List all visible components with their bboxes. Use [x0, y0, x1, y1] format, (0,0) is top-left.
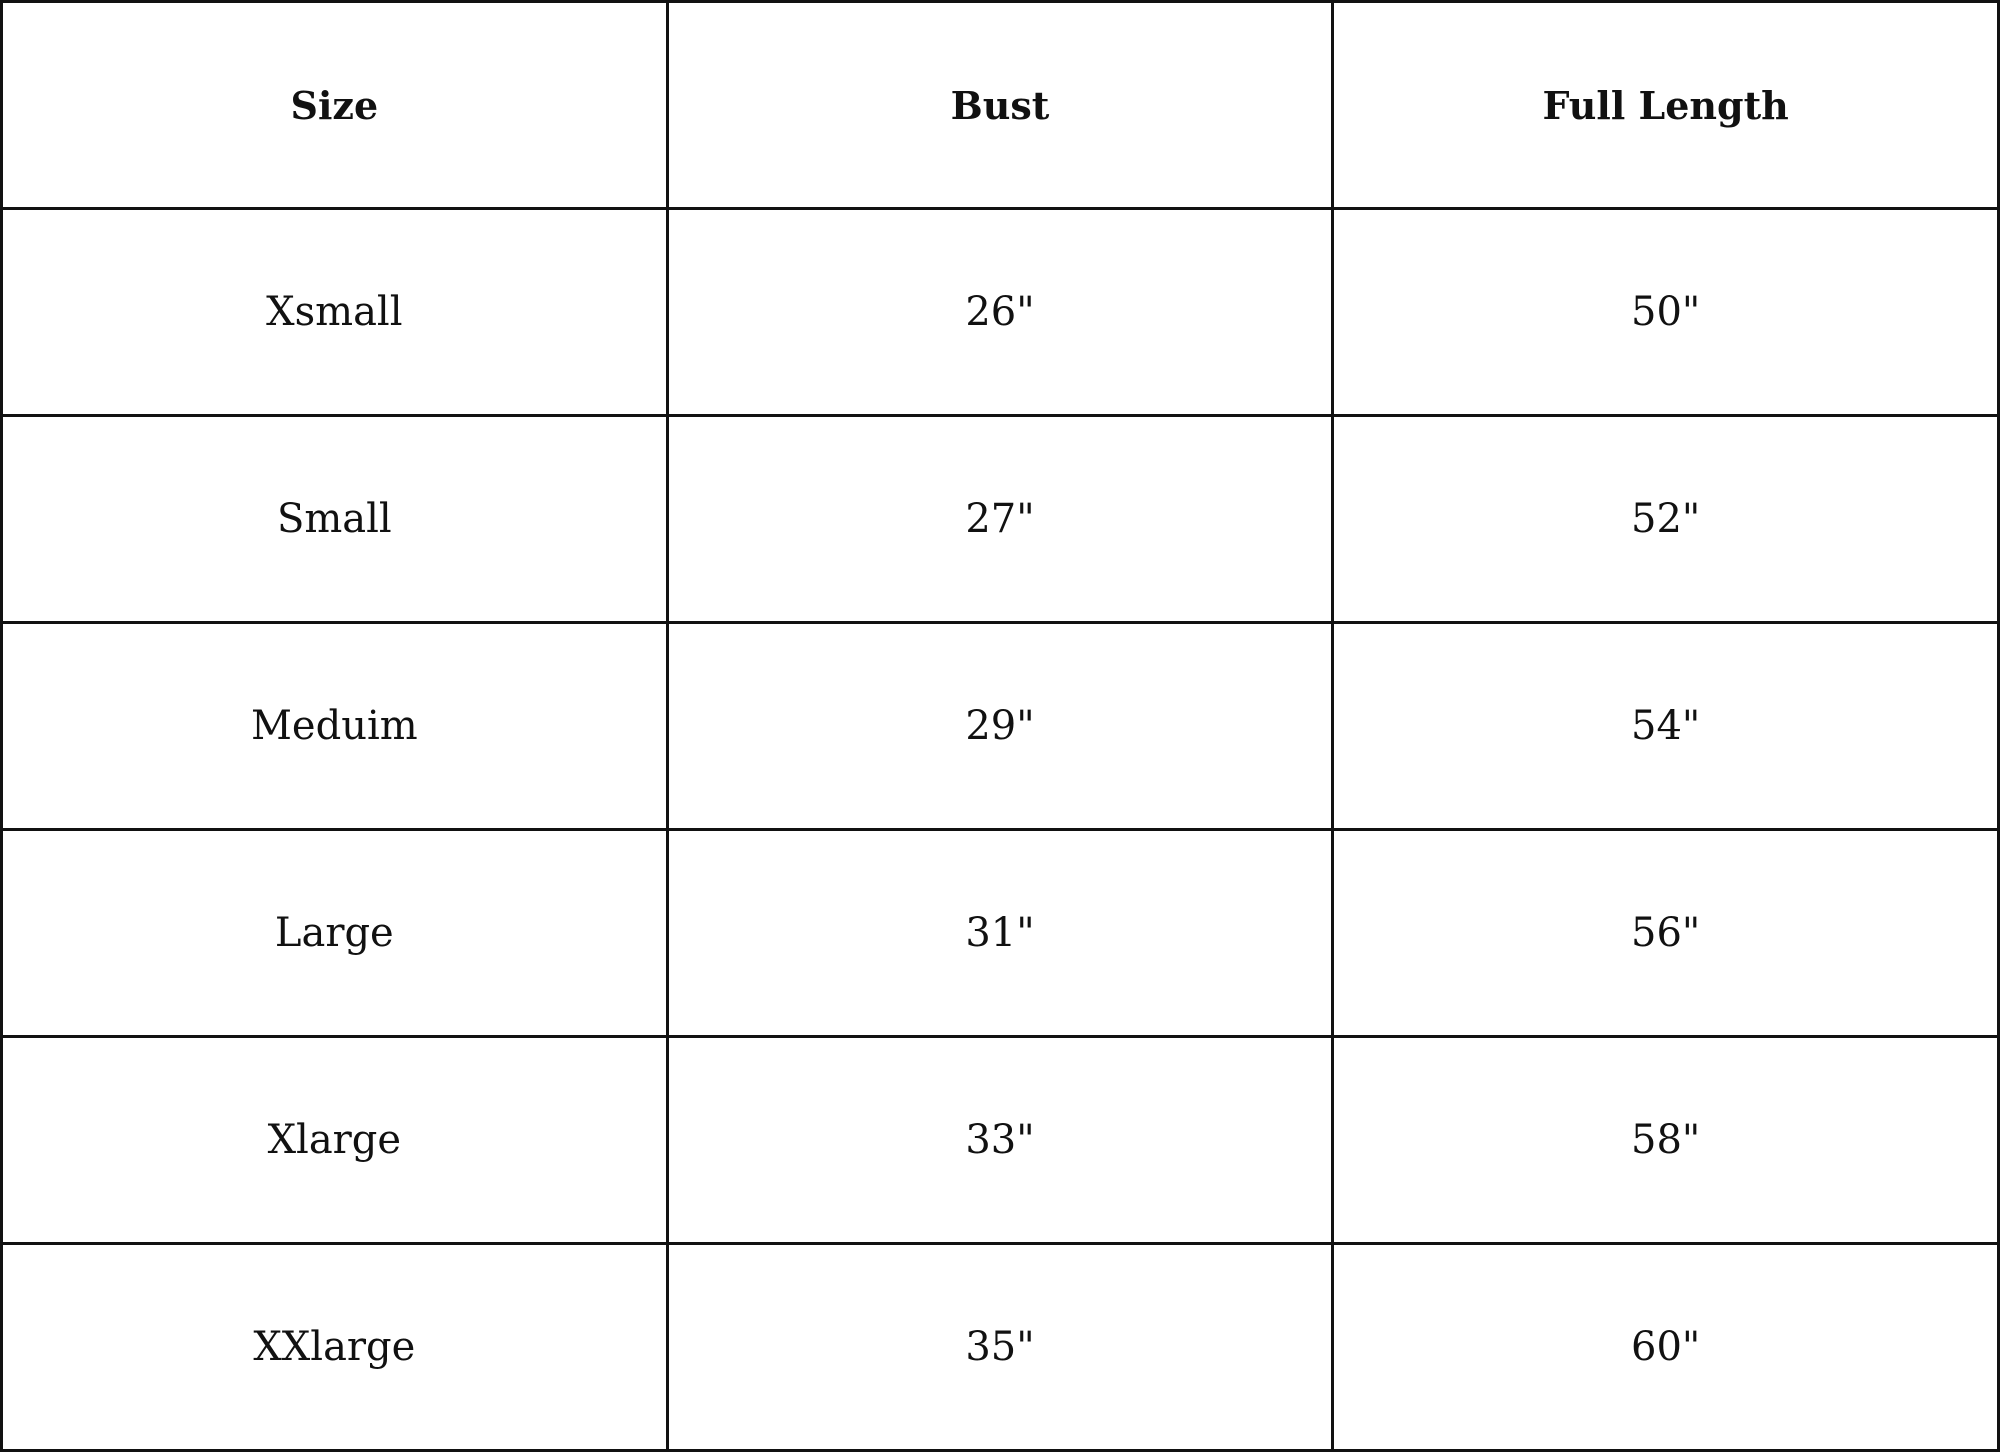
cell-bust: 31" — [667, 830, 1333, 1037]
table-row — [2, 830, 1999, 1037]
table-row — [2, 416, 1999, 623]
table-header — [2, 2, 1999, 209]
table-row — [2, 1037, 1999, 1244]
header-row — [2, 2, 1999, 209]
header-full-length: Full Length — [1333, 2, 1999, 209]
cell-full-length: 58" — [1333, 1037, 1999, 1244]
cell-full-length: 52" — [1333, 416, 1999, 623]
cell-bust: 27" — [667, 416, 1333, 623]
cell-size: Xlarge — [2, 1037, 668, 1244]
cell-bust: 29" — [667, 623, 1333, 830]
cell-size: XXlarge — [2, 1244, 668, 1451]
header-bust: Bust — [667, 2, 1333, 209]
table-row — [2, 1244, 1999, 1451]
cell-size: Large — [2, 830, 668, 1037]
table-row — [2, 623, 1999, 830]
cell-bust: 26" — [667, 209, 1333, 416]
cell-size: Small — [2, 416, 668, 623]
cell-size: Meduim — [2, 623, 668, 830]
cell-size: Xsmall — [2, 209, 668, 416]
table-row — [2, 209, 1999, 416]
cell-bust: 35" — [667, 1244, 1333, 1451]
table-body — [2, 209, 1999, 1451]
cell-bust: 33" — [667, 1037, 1333, 1244]
cell-full-length: 50" — [1333, 209, 1999, 416]
cell-full-length: 56" — [1333, 830, 1999, 1037]
cell-full-length: 54" — [1333, 623, 1999, 830]
header-size: Size — [2, 2, 668, 209]
cell-full-length: 60" — [1333, 1244, 1999, 1451]
